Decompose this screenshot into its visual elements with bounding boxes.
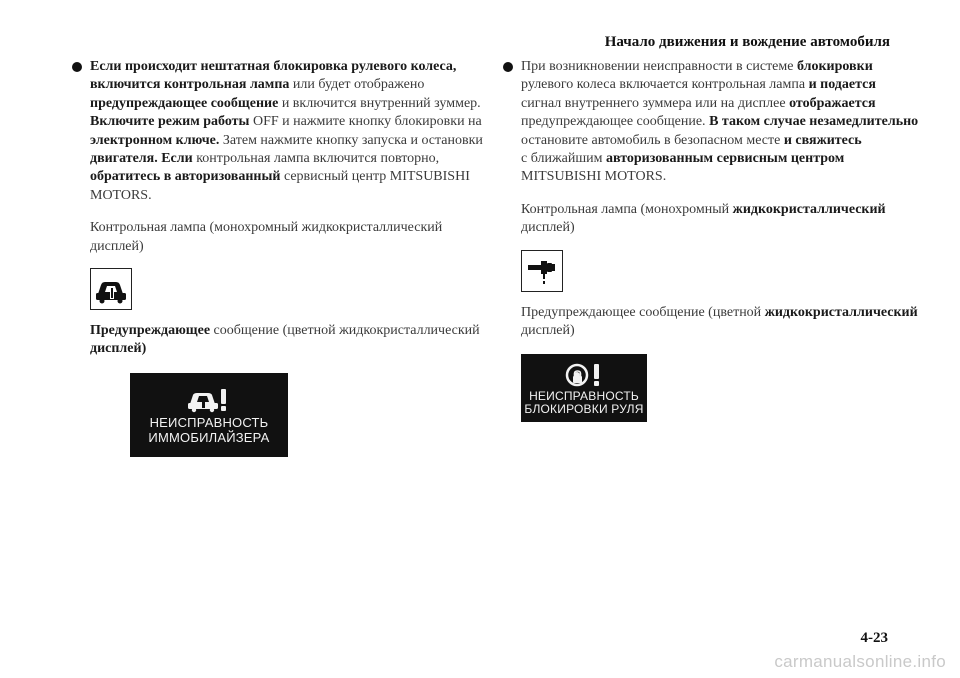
car-key-warning-icon	[187, 387, 231, 413]
right-mono-caption-lines	[521, 201, 897, 238]
caption-line: Контрольная лампа (монохромный жидкокристаллический	[90, 220, 443, 236]
text-line	[521, 113, 919, 131]
text-run: и свяжитесь	[783, 132, 862, 148]
text-run: обратитесь в авторизованный	[90, 169, 284, 185]
display-icon-row	[187, 385, 231, 415]
text-run: Если происходит нештатная блокировка рулевого колеса,	[90, 59, 457, 74]
left-column	[66, 58, 483, 457]
text-run: сервисный центр MITSUBISHI	[283, 169, 470, 185]
text-line	[521, 304, 918, 322]
text-run: дисплей)	[521, 323, 575, 339]
text-line	[521, 150, 897, 168]
text-line	[521, 219, 897, 237]
display-text-line: НЕИСПРАВНОСТЬ	[529, 389, 639, 404]
text-run: и подается	[808, 77, 876, 93]
text-line	[90, 113, 482, 131]
text-run: В таком случае незамедлительно	[709, 114, 919, 130]
right-color-caption	[521, 304, 918, 341]
text-run: предупреждающее сообщение	[90, 95, 282, 111]
immobilizer-color-display	[130, 373, 288, 457]
text-line	[90, 95, 481, 113]
text-run: остановите автомобиль в безопасном месте	[521, 132, 784, 148]
text-run: дисплей)	[90, 341, 147, 357]
left-warning-paragraph	[66, 58, 483, 205]
text-line	[90, 340, 464, 358]
bullet-icon	[72, 62, 82, 72]
text-run: Затем нажмите кнопку запуска и остановки	[222, 132, 483, 148]
text-run: Контрольная лампа (монохромный	[521, 201, 733, 217]
car-key-warning-icon	[94, 274, 128, 304]
bullet-icon	[503, 62, 513, 72]
text-run: MOTORS.	[90, 187, 152, 203]
text-run: блокировки	[796, 59, 873, 74]
text-line	[521, 76, 897, 94]
text-run: Предупреждающее	[90, 323, 214, 339]
caption-line: дисплей)	[90, 238, 144, 254]
immobilizer-lamp	[90, 268, 132, 310]
left-paragraph-lines	[90, 58, 483, 205]
text-run: дисплей)	[521, 220, 575, 236]
text-line	[90, 168, 470, 186]
text-run: с ближайшим	[521, 151, 606, 167]
text-run: контрольная лампа включится повторно,	[196, 151, 440, 167]
text-run: включится контрольная лампа	[90, 77, 293, 93]
text-run: сигнал внутреннего зуммера или на дисплее	[521, 95, 790, 111]
page-header: Начало движения и вождение автомобиля	[604, 34, 890, 50]
text-line	[521, 95, 897, 113]
text-line	[521, 168, 897, 186]
text-run: и включится внутренний зуммер.	[281, 95, 481, 111]
text-line	[90, 322, 480, 340]
text-run: При возникновении неисправности в системе	[521, 59, 797, 74]
text-run: рулевого колеса включается контрольная лампа	[521, 77, 809, 93]
text-run: Предупреждающее сообщение (цветной	[521, 304, 765, 320]
text-line	[90, 58, 464, 76]
right-warning-paragraph	[497, 58, 919, 187]
text-line	[90, 76, 464, 94]
right-color-caption-lines	[521, 304, 918, 341]
display-text-line: БЛОКИРОВКИ РУЛЯ	[524, 402, 644, 417]
page-number: 4-23	[860, 630, 888, 646]
text-line	[90, 187, 464, 205]
display-icon-row	[564, 360, 604, 390]
text-run: сообщение (цветной жидкокристаллический	[213, 323, 480, 339]
left-color-caption-lines	[90, 322, 480, 359]
right-paragraph-lines	[521, 58, 919, 187]
text-run: авторизованным сервисным центром	[605, 151, 845, 167]
text-line	[90, 132, 483, 150]
text-run: или будет отображено	[292, 77, 425, 93]
text-line	[521, 58, 897, 76]
right-mono-caption	[521, 201, 897, 238]
left-mono-caption	[90, 219, 464, 256]
text-run: предупреждающее сообщение.	[521, 114, 710, 130]
text-run: жидкокристаллический	[732, 201, 886, 217]
watermark: carmanualsonline.info	[774, 652, 946, 671]
text-run: Включите режим работы	[90, 114, 253, 130]
steering-lock-warning-icon	[564, 362, 604, 388]
text-run: отображается	[789, 95, 876, 111]
text-run: OFF и нажмите кнопку блокировки на	[252, 114, 482, 130]
steering-lock-color-display	[521, 354, 647, 422]
text-run: двигателя. Если	[90, 151, 197, 167]
steering-lock-warning-icon	[525, 255, 559, 287]
text-line	[521, 132, 897, 150]
text-line	[90, 150, 464, 168]
steering-lock-lamp	[521, 250, 563, 292]
text-run: электронном ключе.	[90, 132, 223, 148]
display-text-line: НЕИСПРАВНОСТЬ	[149, 414, 269, 430]
right-column	[497, 58, 919, 422]
left-color-caption	[90, 322, 480, 359]
display-text-line: ИММОБИЛАЙЗЕРА	[148, 429, 270, 445]
text-run: MITSUBISHI MOTORS.	[521, 169, 667, 185]
text-run: жидкокристаллический	[764, 304, 918, 320]
text-line	[521, 201, 897, 219]
text-line	[521, 322, 897, 340]
